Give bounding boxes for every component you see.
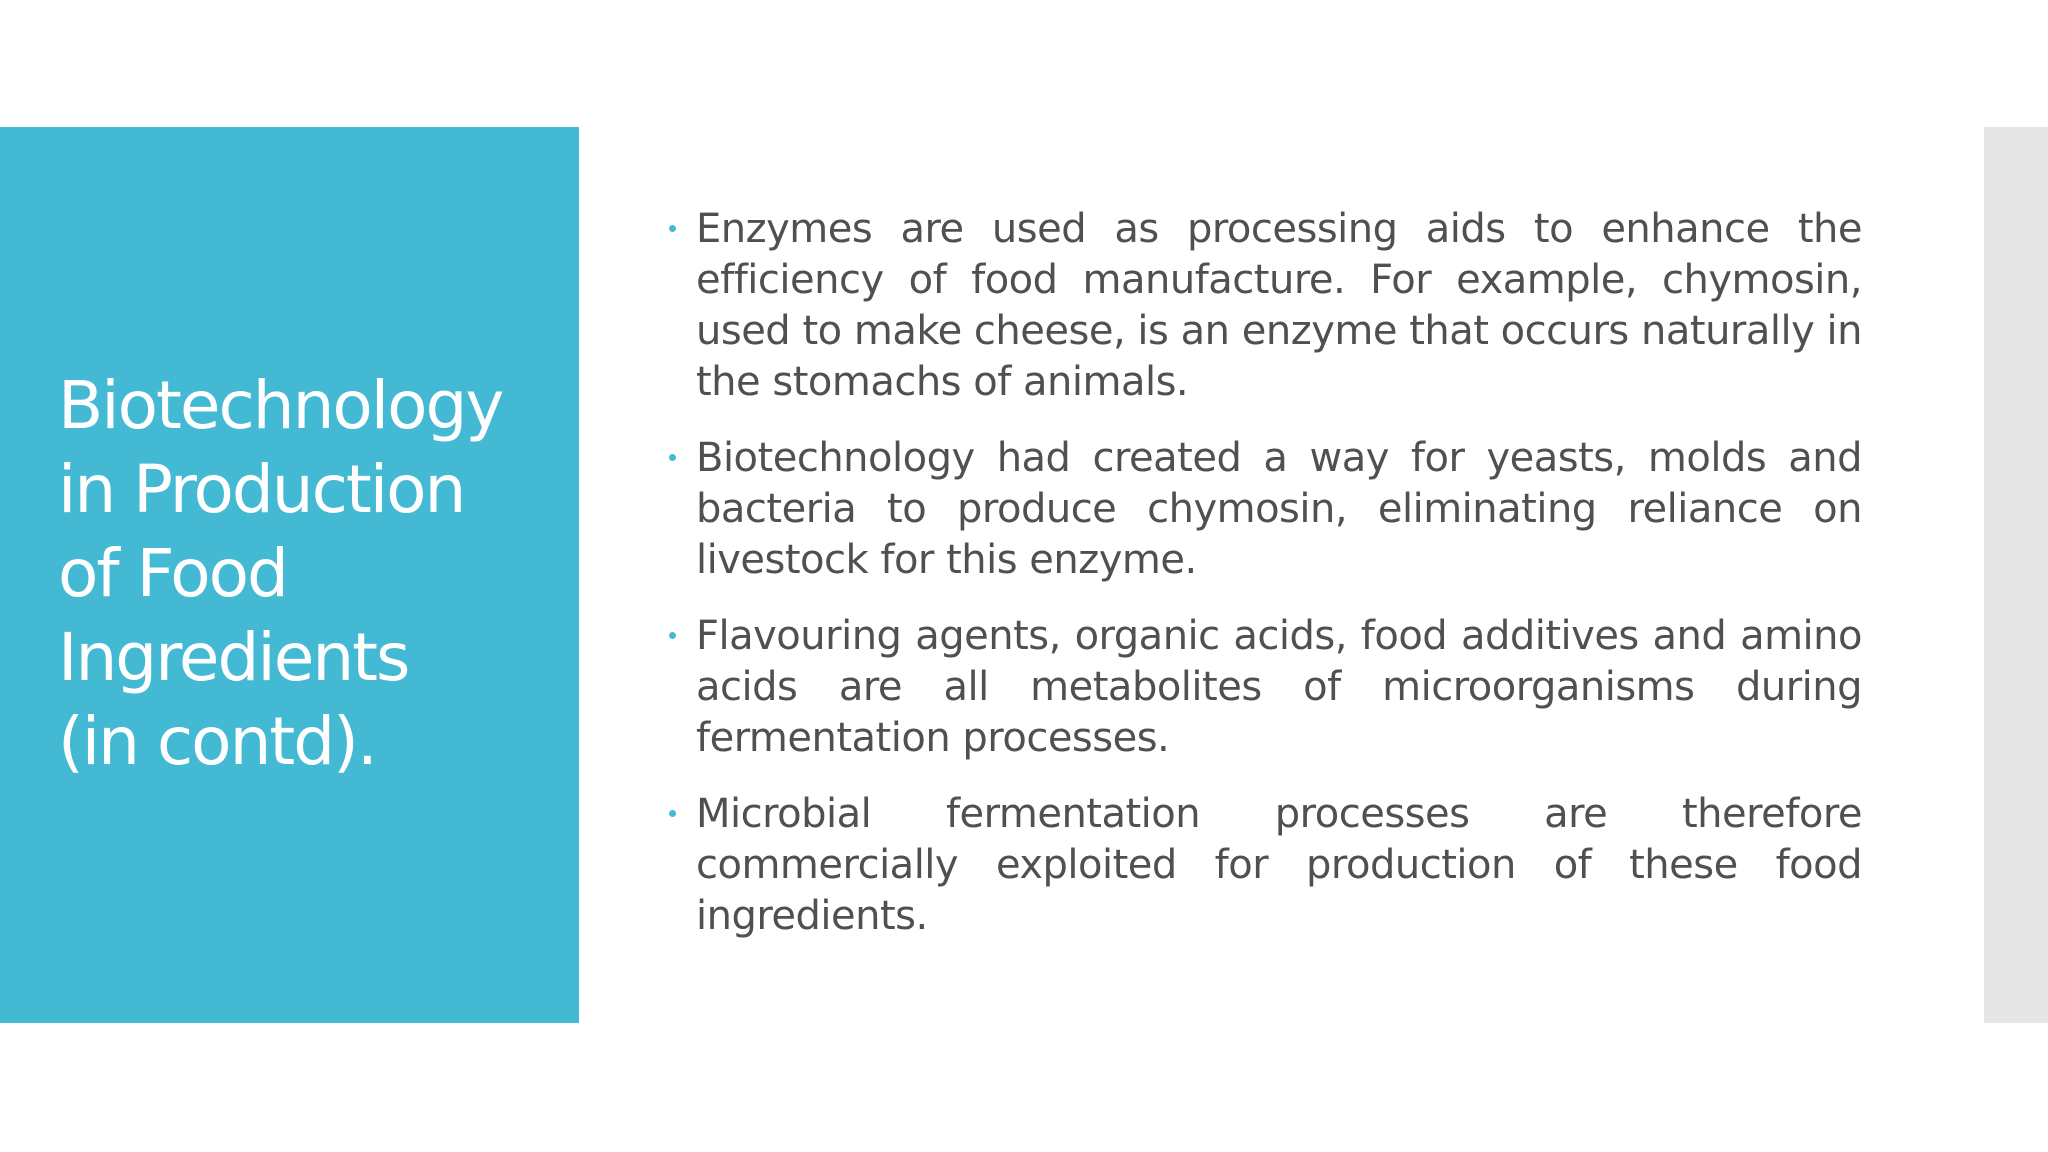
slide-title-line: Ingredients <box>58 619 409 696</box>
bullet-dot-icon <box>669 225 676 232</box>
bullet-item <box>668 789 1862 942</box>
bullet-text: Microbial fermentation processes are therefore commercially exploited for production of these food ingredients. <box>696 791 1862 939</box>
bullet-dot-icon <box>669 810 676 817</box>
slide-title-line: in Production <box>58 451 465 528</box>
slide-title-line: Biotechnology <box>58 367 503 444</box>
bullet-text: Enzymes are used as processing aids to enhance the efficiency of food manufacture. For example, chymosin, used to make cheese, is an enzyme that occurs naturally in the stomachs of animals. <box>696 206 1862 405</box>
bullet-dot-icon <box>669 632 676 639</box>
bullet-text: Flavouring agents, organic acids, food additives and amino acids are all metabolites of microorganisms during fermentation processes. <box>696 613 1862 761</box>
bullet-list <box>668 204 1862 967</box>
side-accent-strip <box>1984 127 2048 1023</box>
slide-title <box>58 364 558 784</box>
slide-title-line: (in contd). <box>58 703 376 780</box>
bullet-item <box>668 611 1862 764</box>
slide-title-line: of Food <box>58 535 287 612</box>
bullet-dot-icon <box>669 454 676 461</box>
bullet-item <box>668 433 1862 586</box>
bullet-item <box>668 204 1862 408</box>
bullet-text: Biotechnology had created a way for yeasts, molds and bacteria to produce chymosin, eliminating reliance on livestock for this enzyme. <box>696 435 1862 583</box>
